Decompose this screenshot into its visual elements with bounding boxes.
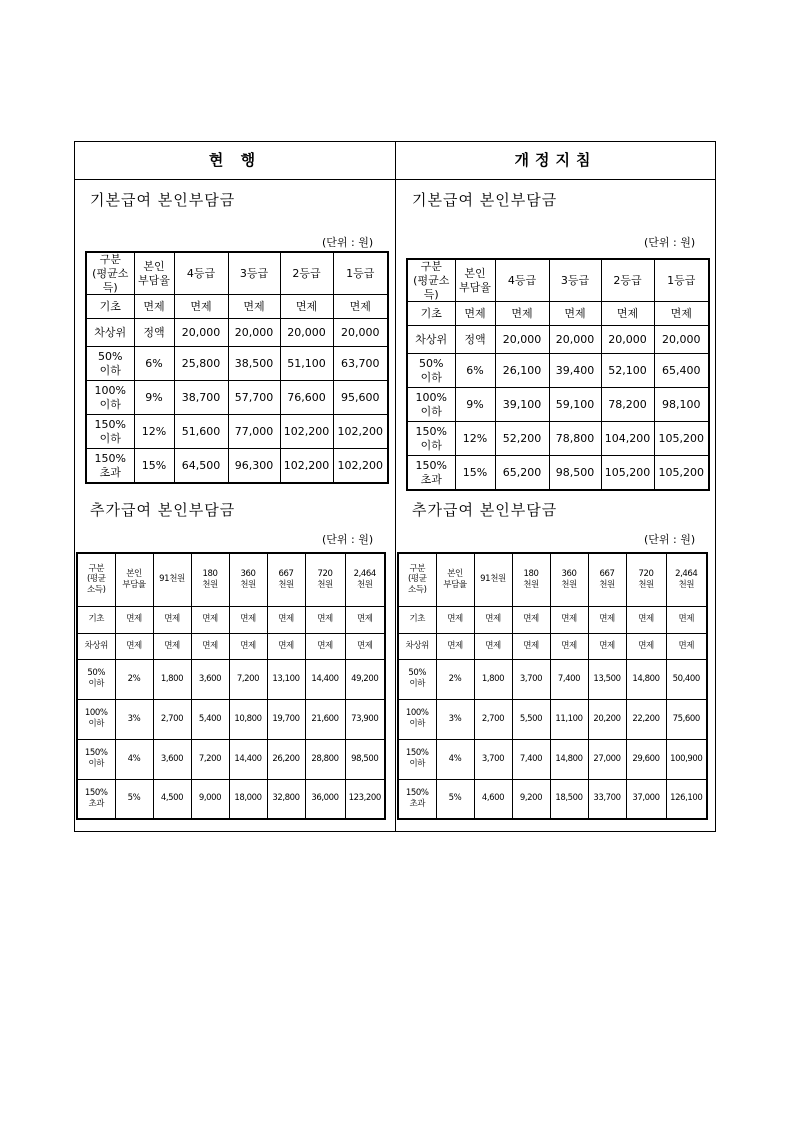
header-cell: 720 천원: [305, 553, 345, 606]
table-cell: 65,200: [495, 456, 549, 490]
table-cell: 96,300: [228, 449, 280, 483]
revised-basic-table: [406, 258, 710, 491]
table-row: [398, 659, 707, 699]
table-cell: 20,200: [588, 699, 626, 739]
table-cell: 12%: [134, 415, 174, 449]
table-row: [77, 779, 385, 819]
table-cell: 33,700: [588, 779, 626, 819]
row-label-cell: 150% 초과: [77, 779, 115, 819]
table-cell: 49,200: [345, 659, 385, 699]
header-cell: 3등급: [228, 252, 280, 295]
header-cell: 667 천원: [588, 553, 626, 606]
table-cell: 2%: [115, 659, 153, 699]
column-divider: [395, 142, 396, 831]
header-cell: 91천원: [474, 553, 512, 606]
table-cell: 면제: [588, 606, 626, 633]
header-cell: 360 천원: [229, 553, 267, 606]
table-cell: 28,800: [305, 739, 345, 779]
header-cell: 구분 (평균소득): [86, 252, 134, 295]
table-cell: 10,800: [229, 699, 267, 739]
row-label-cell: 150% 초과: [407, 456, 455, 490]
table-cell: 7,200: [191, 739, 229, 779]
row-label-cell: 기초: [398, 606, 436, 633]
table-cell: 77,000: [228, 415, 280, 449]
table-row: [86, 449, 388, 483]
table-cell: 39,400: [549, 354, 601, 388]
table-cell: 9,000: [191, 779, 229, 819]
header-cell: 1등급: [654, 259, 709, 302]
table-cell: 20,000: [174, 319, 228, 347]
table-cell: 4%: [115, 739, 153, 779]
table-cell: 14,400: [305, 659, 345, 699]
table-row: [407, 388, 709, 422]
current-additional-title: 추가급여 본인부담금: [90, 501, 236, 519]
header-divider: [75, 179, 715, 180]
table-cell: 59,100: [549, 388, 601, 422]
header-cell: 720 천원: [626, 553, 666, 606]
header-cell: 본인 부담율: [115, 553, 153, 606]
table-cell: 3,700: [512, 659, 550, 699]
header-cell: 1등급: [333, 252, 388, 295]
table-cell: 면제: [345, 633, 385, 659]
table-cell: 102,200: [280, 415, 333, 449]
table-cell: 78,200: [601, 388, 654, 422]
table-cell: 20,000: [495, 326, 549, 354]
row-label-cell: 차상위: [407, 326, 455, 354]
row-label-cell: 100% 이하: [77, 699, 115, 739]
table-cell: 18,000: [229, 779, 267, 819]
table-cell: 면제: [174, 295, 228, 319]
table-cell: 면제: [666, 606, 707, 633]
row-label-cell: 150% 초과: [398, 779, 436, 819]
table-cell: 73,900: [345, 699, 385, 739]
table-cell: 면제: [550, 606, 588, 633]
table-cell: 78,800: [549, 422, 601, 456]
table-cell: 39,100: [495, 388, 549, 422]
table-cell: 면제: [153, 633, 191, 659]
table-cell: 13,100: [267, 659, 305, 699]
table-cell: 7,200: [229, 659, 267, 699]
table-cell: 37,000: [626, 779, 666, 819]
header-cell: 3등급: [549, 259, 601, 302]
header-cell: 2등급: [280, 252, 333, 295]
table-cell: 52,200: [495, 422, 549, 456]
table-cell: 105,200: [654, 422, 709, 456]
table-cell: 100,900: [666, 739, 707, 779]
table-header-row: [86, 252, 388, 295]
table-row: [86, 319, 388, 347]
table-row: [398, 779, 707, 819]
header-cell: 2,464 천원: [666, 553, 707, 606]
table-cell: 면제: [512, 606, 550, 633]
header-cell: 본인 부담율: [455, 259, 495, 302]
table-row: [398, 739, 707, 779]
table-cell: 4%: [436, 739, 474, 779]
row-label-cell: 50% 이하: [86, 347, 134, 381]
table-row: [407, 302, 709, 326]
current-basic-unit: (단위 : 원): [322, 236, 374, 249]
table-cell: 126,100: [666, 779, 707, 819]
table-cell: 102,200: [333, 449, 388, 483]
table-cell: 9,200: [512, 779, 550, 819]
current-additional-table: [76, 552, 386, 820]
table-cell: 4,600: [474, 779, 512, 819]
table-cell: 32,800: [267, 779, 305, 819]
table-cell: 57,700: [228, 381, 280, 415]
table-row: [398, 633, 707, 659]
header-cell: 180 천원: [191, 553, 229, 606]
table-row: [407, 456, 709, 490]
table-cell: 105,200: [601, 456, 654, 490]
table-cell: 5,500: [512, 699, 550, 739]
table-cell: 3,600: [191, 659, 229, 699]
table-cell: 18,500: [550, 779, 588, 819]
table-cell: 면제: [436, 606, 474, 633]
revised-additional-table: [397, 552, 708, 820]
header-cell: 4등급: [495, 259, 549, 302]
table-cell: 64,500: [174, 449, 228, 483]
current-column-header: 현 행: [208, 151, 262, 169]
table-cell: 95,600: [333, 381, 388, 415]
table-cell: 98,500: [549, 456, 601, 490]
row-label-cell: 기초: [86, 295, 134, 319]
table-cell: 26,200: [267, 739, 305, 779]
table-row: [77, 659, 385, 699]
table-cell: 2,700: [153, 699, 191, 739]
table-cell: 9%: [134, 381, 174, 415]
table-cell: 3%: [436, 699, 474, 739]
revised-basic-unit: (단위 : 원): [644, 236, 696, 249]
table-cell: 면제: [666, 633, 707, 659]
table-cell: 36,000: [305, 779, 345, 819]
header-cell: 667 천원: [267, 553, 305, 606]
row-label-cell: 차상위: [86, 319, 134, 347]
row-label-cell: 150% 이하: [86, 415, 134, 449]
table-row: [86, 415, 388, 449]
table-cell: 5,400: [191, 699, 229, 739]
table-cell: 면제: [305, 633, 345, 659]
row-label-cell: 150% 이하: [407, 422, 455, 456]
table-cell: 3,600: [153, 739, 191, 779]
table-cell: 38,500: [228, 347, 280, 381]
table-cell: 면제: [474, 633, 512, 659]
table-row: [398, 606, 707, 633]
table-cell: 6%: [455, 354, 495, 388]
table-cell: 면제: [191, 606, 229, 633]
table-header-row: [77, 553, 385, 606]
table-cell: 6%: [134, 347, 174, 381]
header-cell: 구분 (평균 소득): [77, 553, 115, 606]
table-cell: 123,200: [345, 779, 385, 819]
header-cell: 91천원: [153, 553, 191, 606]
header-cell: 360 천원: [550, 553, 588, 606]
row-label-cell: 차상위: [398, 633, 436, 659]
table-cell: 15%: [134, 449, 174, 483]
table-cell: 51,600: [174, 415, 228, 449]
table-cell: 50,400: [666, 659, 707, 699]
table-cell: 7,400: [550, 659, 588, 699]
table-cell: 105,200: [654, 456, 709, 490]
table-cell: 63,700: [333, 347, 388, 381]
table-cell: 면제: [626, 606, 666, 633]
table-cell: 2,700: [474, 699, 512, 739]
table-row: [86, 381, 388, 415]
table-cell: 7,400: [512, 739, 550, 779]
table-cell: 정액: [134, 319, 174, 347]
table-cell: 22,200: [626, 699, 666, 739]
current-additional-unit: (단위 : 원): [322, 533, 374, 546]
table-cell: 면제: [191, 633, 229, 659]
table-cell: 1,800: [153, 659, 191, 699]
header-cell: 4등급: [174, 252, 228, 295]
header-cell: 180 천원: [512, 553, 550, 606]
header-cell: 구분 (평균소득): [407, 259, 455, 302]
table-row: [398, 699, 707, 739]
table-cell: 20,000: [549, 326, 601, 354]
row-label-cell: 150% 이하: [77, 739, 115, 779]
table-cell: 4,500: [153, 779, 191, 819]
table-row: [77, 606, 385, 633]
table-cell: 면제: [228, 295, 280, 319]
header-cell: 본인 부담율: [436, 553, 474, 606]
table-cell: 13,500: [588, 659, 626, 699]
table-cell: 면제: [436, 633, 474, 659]
row-label-cell: 100% 이하: [86, 381, 134, 415]
table-cell: 29,600: [626, 739, 666, 779]
table-cell: 면제: [455, 302, 495, 326]
current-basic-title: 기본급여 본인부담금: [90, 191, 236, 209]
table-row: [86, 295, 388, 319]
table-cell: 21,600: [305, 699, 345, 739]
table-cell: 면제: [654, 302, 709, 326]
revised-basic-title: 기본급여 본인부담금: [412, 191, 558, 209]
row-label-cell: 50% 이하: [398, 659, 436, 699]
table-cell: 14,800: [550, 739, 588, 779]
table-cell: 25,800: [174, 347, 228, 381]
table-cell: 27,000: [588, 739, 626, 779]
table-cell: 면제: [153, 606, 191, 633]
revised-additional-title: 추가급여 본인부담금: [412, 501, 558, 519]
table-cell: 면제: [601, 302, 654, 326]
row-label-cell: 기초: [77, 606, 115, 633]
table-cell: 51,100: [280, 347, 333, 381]
table-row: [77, 633, 385, 659]
current-basic-table: [85, 251, 389, 484]
table-cell: 5%: [436, 779, 474, 819]
table-cell: 면제: [588, 633, 626, 659]
table-cell: 면제: [115, 633, 153, 659]
table-cell: 9%: [455, 388, 495, 422]
table-cell: 76,600: [280, 381, 333, 415]
header-cell: 2,464 천원: [345, 553, 385, 606]
table-row: [86, 347, 388, 381]
table-cell: 면제: [474, 606, 512, 633]
table-cell: 75,600: [666, 699, 707, 739]
table-row: [407, 354, 709, 388]
row-label-cell: 150% 초과: [86, 449, 134, 483]
table-cell: 면제: [512, 633, 550, 659]
table-cell: 면제: [333, 295, 388, 319]
table-cell: 102,200: [280, 449, 333, 483]
table-header-row: [398, 553, 707, 606]
revised-column-header: 개정지침: [514, 151, 597, 169]
table-cell: 26,100: [495, 354, 549, 388]
header-cell: 본인 부담율: [134, 252, 174, 295]
table-row: [407, 326, 709, 354]
table-cell: 정액: [455, 326, 495, 354]
table-cell: 면제: [626, 633, 666, 659]
table-cell: 98,100: [654, 388, 709, 422]
table-cell: 20,000: [228, 319, 280, 347]
table-cell: 5%: [115, 779, 153, 819]
table-cell: 면제: [549, 302, 601, 326]
table-cell: 면제: [495, 302, 549, 326]
row-label-cell: 차상위: [77, 633, 115, 659]
table-cell: 14,400: [229, 739, 267, 779]
table-cell: 면제: [305, 606, 345, 633]
table-cell: 면제: [115, 606, 153, 633]
table-cell: 38,700: [174, 381, 228, 415]
row-label-cell: 기초: [407, 302, 455, 326]
table-cell: 면제: [229, 606, 267, 633]
table-row: [77, 699, 385, 739]
table-cell: 15%: [455, 456, 495, 490]
table-cell: 면제: [550, 633, 588, 659]
row-label-cell: 100% 이하: [398, 699, 436, 739]
table-cell: 3,700: [474, 739, 512, 779]
table-cell: 면제: [229, 633, 267, 659]
row-label-cell: 100% 이하: [407, 388, 455, 422]
table-cell: 면제: [134, 295, 174, 319]
table-row: [407, 422, 709, 456]
table-cell: 20,000: [333, 319, 388, 347]
table-cell: 98,500: [345, 739, 385, 779]
table-cell: 3%: [115, 699, 153, 739]
table-cell: 면제: [280, 295, 333, 319]
table-cell: 11,100: [550, 699, 588, 739]
row-label-cell: 50% 이하: [77, 659, 115, 699]
table-cell: 1,800: [474, 659, 512, 699]
table-cell: 14,800: [626, 659, 666, 699]
table-header-row: [407, 259, 709, 302]
table-cell: 2%: [436, 659, 474, 699]
table-cell: 20,000: [654, 326, 709, 354]
table-cell: 12%: [455, 422, 495, 456]
row-label-cell: 150% 이하: [398, 739, 436, 779]
table-cell: 면제: [345, 606, 385, 633]
table-cell: 면제: [267, 606, 305, 633]
table-cell: 면제: [267, 633, 305, 659]
table-cell: 19,700: [267, 699, 305, 739]
table-cell: 52,100: [601, 354, 654, 388]
table-row: [77, 739, 385, 779]
table-cell: 20,000: [280, 319, 333, 347]
revised-additional-unit: (단위 : 원): [644, 533, 696, 546]
row-label-cell: 50% 이하: [407, 354, 455, 388]
table-cell: 102,200: [333, 415, 388, 449]
table-cell: 20,000: [601, 326, 654, 354]
table-cell: 65,400: [654, 354, 709, 388]
header-cell: 2등급: [601, 259, 654, 302]
header-cell: 구분 (평균 소득): [398, 553, 436, 606]
table-cell: 104,200: [601, 422, 654, 456]
